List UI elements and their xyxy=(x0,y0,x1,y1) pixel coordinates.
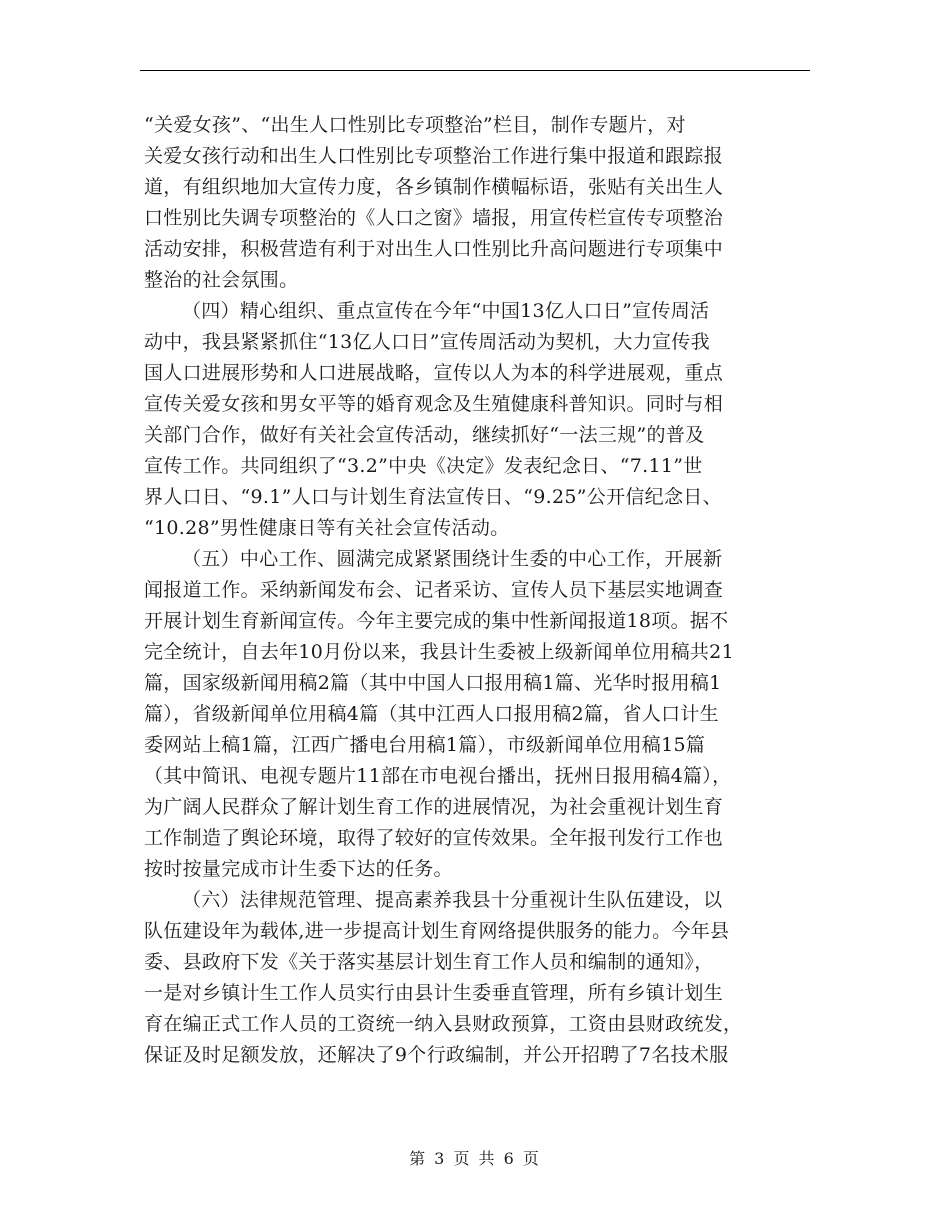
page-footer xyxy=(0,1146,950,1169)
text-line: “关爱女孩”、“出生人口性别比专项整治”栏目，制作专题片，对 xyxy=(144,114,686,136)
text-line: 育在编正式工作人员的工资统一纳入县财政预算，工资由县财政统发， xyxy=(144,1013,743,1035)
text-line: 国人口进展形势和人口进展战略，宣传以人为本的科学进展观，重点 xyxy=(144,362,724,384)
text-line: 一是对乡镇计生工作人员实行由县计生委垂直管理，所有乡镇计划生 xyxy=(144,982,724,1004)
page-number-label: 第 3 页 共 6 页 xyxy=(409,1149,541,1168)
body-text xyxy=(144,110,814,1071)
text-line: 界人口日、“9.1”人口与计划生育法宣传日、“9.25”公开信纪念日、 xyxy=(144,486,722,508)
text-line: 宣传关爱女孩和男女平等的婚育观念及生殖健康科普知识。同时与相 xyxy=(144,393,724,415)
text-line: 整治的社会氛围。 xyxy=(144,269,299,291)
text-line: 为广阔人民群众了解计划生育工作的进展情况，为社会重视计划生育 xyxy=(144,796,724,818)
text-line: 完全统计，自去年10月份以来，我县计生委被上级新闻单位用稿共21 xyxy=(144,641,734,663)
text-line: （其中简讯、电视专题片11部在市电视台播出，抚州日报用稿4篇）， xyxy=(144,765,732,787)
text-line: “10.28”男性健康日等有关社会宣传活动。 xyxy=(144,517,510,539)
text-line: 保证及时足额发放，还解决了9个行政编制，并公开招聘了7名技术服 xyxy=(144,1044,729,1066)
text-line: 道，有组织地加大宣传力度，各乡镇制作横幅标语，张贴有关出生人 xyxy=(144,176,724,198)
text-line: 关爱女孩行动和出生人口性别比专项整治工作进行集中报道和跟踪报 xyxy=(144,145,724,167)
text-line: 委网站上稿1篇，江西广播电台用稿1篇），市级新闻单位用稿15篇 xyxy=(144,734,706,756)
text-line: 活动安排，积极营造有利于对出生人口性别比升高问题进行专项集中 xyxy=(144,238,724,260)
text-line: 委、县政府下发《关于落实基层计划生育工作人员和编制的通知》， xyxy=(144,951,714,973)
paragraph-first-line: （四）精心组织、重点宣传在今年“中国13亿人口日”宣传周活 xyxy=(182,300,710,322)
text-line: 篇，国家级新闻用稿2篇（其中中国人口报用稿1篇、光华时报用稿1 xyxy=(144,672,722,694)
text-line: 队伍建设年为载体,进一步提高计划生育网络提供服务的能力。今年县 xyxy=(144,920,730,942)
header-rule xyxy=(140,70,810,71)
paragraph-first-line: （六）法律规范管理、提高素养我县十分重视计生队伍建设，以 xyxy=(182,889,723,911)
text-line: 宣传工作。共同组织了“3.2”中央《决定》发表纪念日、“7.11”世 xyxy=(144,455,703,477)
text-line: 口性别比失调专项整治的《人口之窗》墙报，用宣传栏宣传专项整治 xyxy=(144,207,724,229)
text-line: 动中，我县紧紧抓住“13亿人口日”宣传周活动为契机，大力宣传我 xyxy=(144,331,710,353)
text-line: 开展计划生育新闻宣传。今年主要完成的集中性新闻报道18项。据不 xyxy=(144,610,729,632)
text-line: 闻报道工作。采纳新闻发布会、记者采访、宣传人员下基层实地调查 xyxy=(144,579,724,601)
paragraph-first-line: （五）中心工作、圆满完成紧紧围绕计生委的中心工作，开展新 xyxy=(182,548,723,570)
text-line: 关部门合作，做好有关社会宣传活动，继续抓好“一法三规”的普及 xyxy=(144,424,705,446)
text-line: 按时按量完成市计生委下达的任务。 xyxy=(144,858,453,880)
text-line: 篇），省级新闻单位用稿4篇（其中江西人口报用稿2篇，省人口计生 xyxy=(144,703,719,725)
text-line: 工作制造了舆论环境，取得了较好的宣传效果。全年报刊发行工作也 xyxy=(144,827,724,849)
